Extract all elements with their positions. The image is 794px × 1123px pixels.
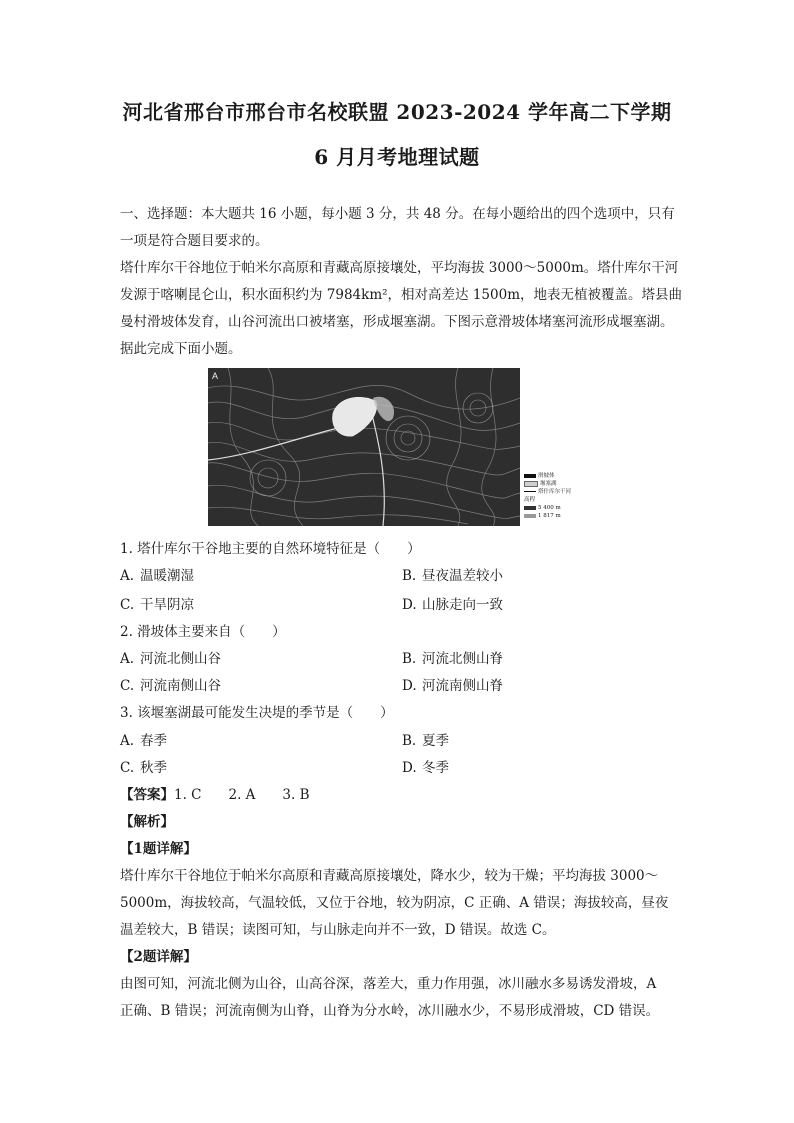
question-3-stem: 3. 该堰塞湖最可能发生决堤的季节是（ ） xyxy=(120,705,394,721)
section-heading-line1: 一、选择题：本大题共 16 小题，每小题 3 分，共 48 分。在每小题给出的四个选项中，只有 xyxy=(120,206,675,222)
question-3-option-d: D. 冬季 xyxy=(402,760,449,776)
material-line1: 塔什库尔干谷地位于帕米尔高原和青藏高原接壤处，平均海拔 3000～5000m。塔什库尔干河 xyxy=(120,260,679,276)
detail-1-line1: 塔什库尔干谷地位于帕米尔高原和青藏高原接壤处，降水少，较为干燥；平均海拔 3000～ xyxy=(120,868,659,884)
material-line2: 发源于喀喇昆仑山，积水面积约为 7984km²，相对高差达 1500m，地表无植被覆盖。塔县曲 xyxy=(120,287,682,303)
question-2-option-d: D. 河流南侧山脊 xyxy=(402,678,503,694)
answer-text: 1. C 2. A 3. B xyxy=(174,787,310,803)
question-2-stem: 2. 滑坡体主要来自（ ） xyxy=(120,624,286,640)
question-1-option-a: A. 温暖潮湿 xyxy=(120,568,194,584)
question-3-option-c: C. 秋季 xyxy=(120,760,167,776)
section-heading-line2: 一项是符合题目要求的。 xyxy=(120,233,269,249)
legend-item-elevation-low: 1 817 m xyxy=(524,512,604,520)
legend-swatch-dark xyxy=(524,474,536,478)
material-line3: 曼村滑坡体发育，山谷河流出口被堵塞，形成堰塞湖。下图示意滑坡体堵塞河流形成堰塞湖。 xyxy=(120,314,674,330)
legend-swatch-low xyxy=(524,514,536,518)
legend-item-elevation-high: 5 400 m xyxy=(524,504,604,512)
detail-1-label: 【1题详解】 xyxy=(120,841,197,857)
map-legend xyxy=(524,472,604,528)
page-title-line1: 河北省邢台市邢台市名校联盟 2023-2024 学年高二下学期 xyxy=(122,100,672,124)
analysis-label: 【解析】 xyxy=(120,814,174,830)
question-1-option-b: B. 昼夜温差较小 xyxy=(402,568,503,584)
landslide-map xyxy=(208,368,520,526)
question-1-stem: 1. 塔什库尔干谷地主要的自然环境特征是（ ） xyxy=(120,541,421,557)
legend-item-river: 塔什库尔干河 xyxy=(524,488,604,496)
legend-swatch-light xyxy=(524,481,538,487)
legend-item-elevation-title: 高程 xyxy=(524,497,536,503)
detail-2-line2: 正确、B 错误；河流南侧为山脊，山脊为分水岭，冰川融水少，不易形成滑坡，CD 错误。 xyxy=(120,1003,660,1019)
detail-2-line1: 由图可知，河流北侧为山谷，山高谷深，落差大，重力作用强，冰川融水多易诱发滑坡，A xyxy=(120,976,657,992)
detail-2-label: 【2题详解】 xyxy=(120,949,197,965)
legend-swatch-line xyxy=(524,491,536,492)
legend-item-landslide: 滑坡体 xyxy=(524,472,604,480)
answer-line xyxy=(120,783,310,803)
question-1-option-d: D. 山脉走向一致 xyxy=(402,597,503,613)
question-2-option-c: C. 河流南侧山谷 xyxy=(120,678,221,694)
legend-swatch-high xyxy=(524,506,536,510)
detail-1-line2: 5000m，海拔较高，气温较低，又位于谷地，较为阴凉，C 正确、A 错误；海拔较高，昼夜 xyxy=(120,895,669,911)
question-1-option-c: C. 干旱阴凉 xyxy=(120,597,194,613)
material-line4: 据此完成下面小题。 xyxy=(120,341,242,357)
detail-1-line3: 温差较大，B 错误；读图可知，与山脉走向并不一致，D 错误。故选 C。 xyxy=(120,922,556,938)
legend-item-lake: 堰塞湖 xyxy=(524,480,604,488)
question-2-option-b: B. 河流北侧山脊 xyxy=(402,651,503,667)
answer-label: 【答案】 xyxy=(120,787,174,803)
page-title-line2: 6 月月考地理试题 xyxy=(314,145,480,169)
topographic-map-graphic xyxy=(208,368,520,526)
question-3-option-b: B. 夏季 xyxy=(402,733,449,749)
question-3-option-a: A. 春季 xyxy=(120,733,167,749)
map-corner-letter: A xyxy=(212,371,219,381)
question-2-option-a: A. 河流北侧山谷 xyxy=(120,651,221,667)
